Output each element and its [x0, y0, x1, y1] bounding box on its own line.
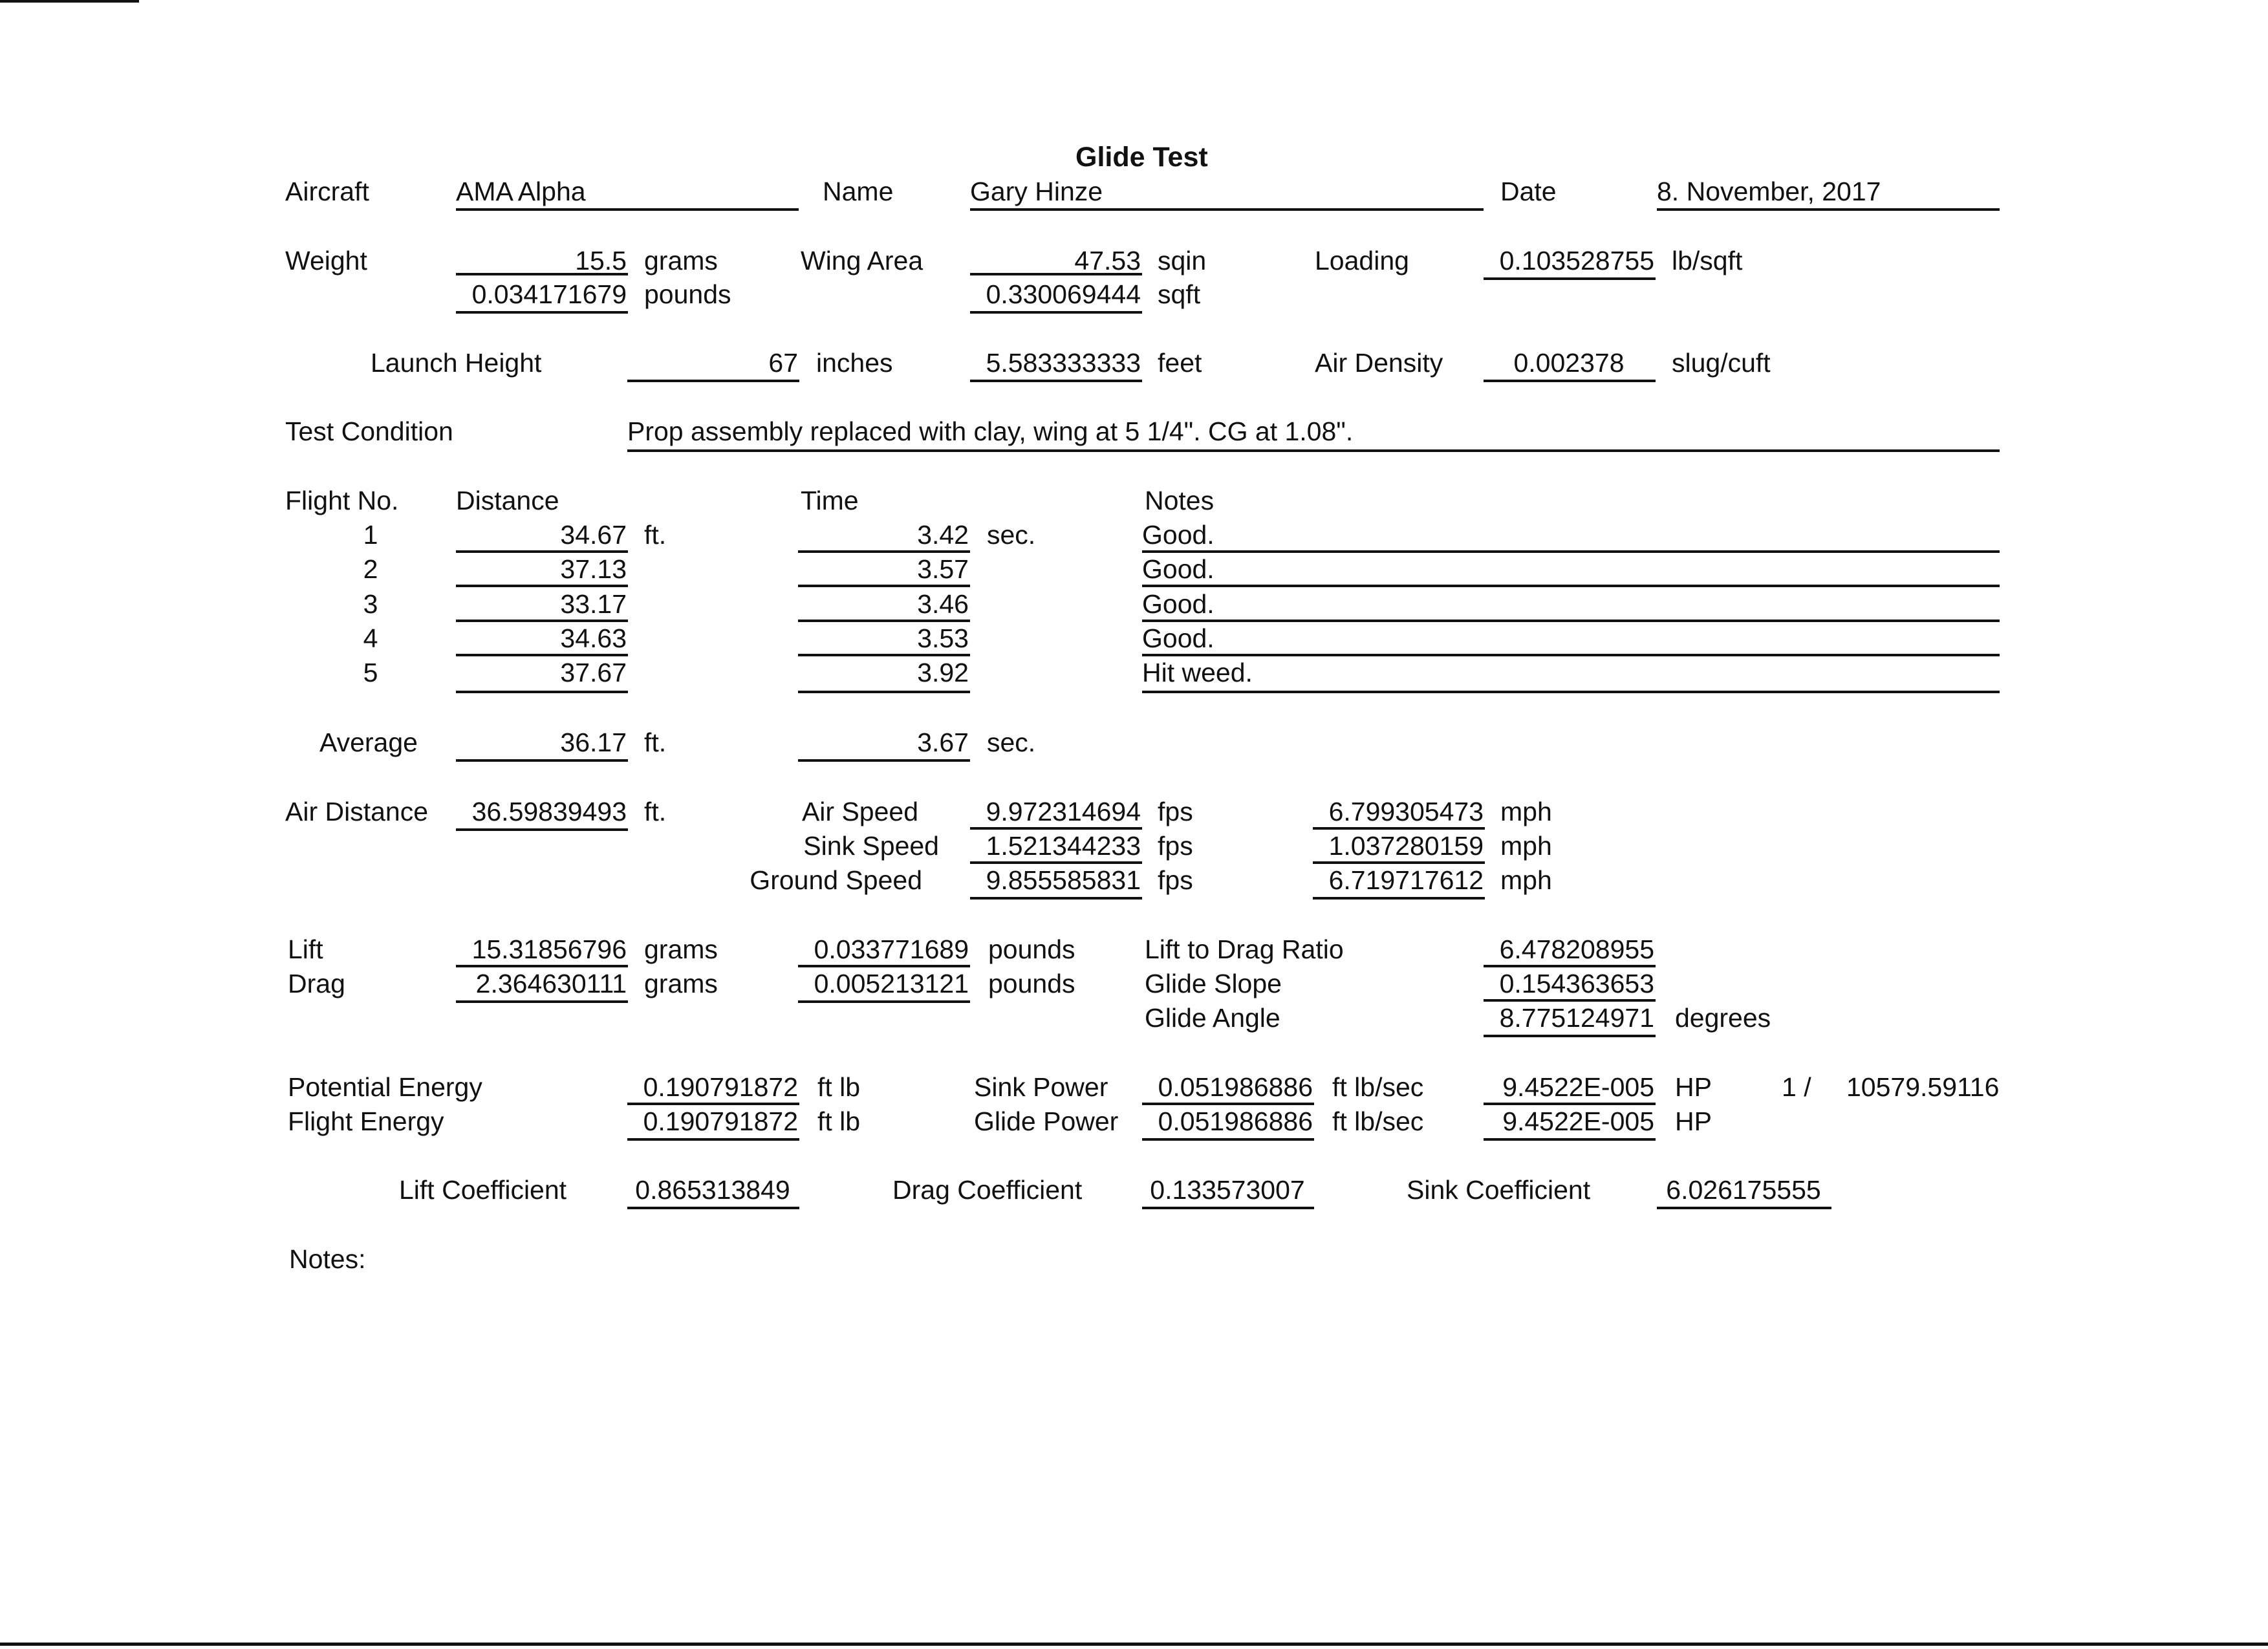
bottom-edge-line	[0, 1643, 2268, 1646]
flight-note: Good.	[1142, 556, 2000, 587]
air-density-value: 0.002378	[1484, 350, 1656, 382]
glide-angle-label: Glide Angle	[1145, 1003, 1280, 1033]
wing-area-sqin: 47.53	[970, 248, 1142, 275]
sink-speed-mph-unit: mph	[1500, 831, 1552, 861]
air-speed-mph-unit: mph	[1500, 797, 1552, 826]
air-speed-label: Air Speed	[801, 797, 918, 826]
flight-note: Hit weed.	[1142, 660, 2000, 693]
loading-value: 0.103528755	[1484, 248, 1656, 280]
weight-grams-unit: grams	[644, 246, 718, 275]
ground-speed-mph: 6.719717612	[1313, 867, 1485, 900]
flight-distance: 37.67	[456, 660, 628, 693]
drag-label: Drag	[288, 969, 345, 998]
loading-unit: lb/sqft	[1672, 246, 1743, 275]
time-unit: sec.	[987, 520, 1036, 550]
aircraft-value: AMA Alpha	[456, 178, 799, 211]
ground-speed-label: Ground Speed	[750, 865, 922, 895]
lift-pounds: 0.033771689	[798, 936, 970, 967]
glide-angle-unit: degrees	[1675, 1003, 1771, 1033]
time-header: Time	[801, 486, 859, 515]
flight-distance: 33.17	[456, 591, 628, 622]
launch-height-inches: 67	[627, 350, 799, 382]
date-label: Date	[1500, 177, 1557, 206]
glide-slope-value: 0.154363653	[1484, 971, 1656, 1002]
lift-coefficient-value: 0.865313849	[627, 1177, 799, 1209]
weight-pounds: 0.034171679	[456, 281, 628, 314]
average-time: 3.67	[798, 729, 970, 762]
potential-energy-unit: ft lb	[817, 1072, 861, 1102]
sink-power-label: Sink Power	[974, 1072, 1108, 1102]
sink-power-hp-unit: HP	[1675, 1072, 1712, 1102]
air-speed-fps: 9.972314694	[970, 799, 1142, 830]
launch-height-inches-unit: inches	[816, 348, 893, 378]
weight-label: Weight	[285, 246, 367, 275]
name-label: Name	[823, 177, 894, 206]
air-speed-mph: 6.799305473	[1313, 799, 1485, 830]
flight-no-header: Flight No.	[285, 486, 399, 515]
hp-inverse-prefix: 1 /	[1782, 1072, 1811, 1102]
drag-grams-unit: grams	[644, 969, 718, 998]
sink-coefficient-label: Sink Coefficient	[1407, 1175, 1591, 1205]
flight-time: 3.53	[798, 625, 970, 656]
launch-height-feet-unit: feet	[1158, 348, 1202, 378]
ground-speed-fps-unit: fps	[1158, 865, 1193, 895]
launch-height-feet: 5.583333333	[970, 350, 1142, 382]
sink-coefficient-value: 6.026175555	[1657, 1177, 1831, 1209]
sink-speed-label: Sink Speed	[803, 831, 939, 861]
distance-unit: ft.	[644, 520, 667, 550]
loading-label: Loading	[1315, 246, 1409, 275]
flight-time: 3.57	[798, 556, 970, 587]
glide-power-unit: ft lb/sec	[1332, 1106, 1424, 1136]
air-density-unit: slug/cuft	[1672, 348, 1771, 378]
page-title: Glide Test	[1075, 142, 1208, 173]
flight-distance: 34.63	[456, 625, 628, 656]
flight-number: 2	[363, 554, 378, 584]
average-time-unit: sec.	[987, 727, 1036, 757]
test-condition-label: Test Condition	[285, 416, 453, 446]
glide-power-value: 0.051986886	[1142, 1108, 1314, 1141]
lift-grams: 15.31856796	[456, 936, 628, 967]
average-label: Average	[319, 727, 418, 757]
potential-energy-label: Potential Energy	[288, 1072, 482, 1102]
lift-grams-unit: grams	[644, 934, 718, 964]
lift-label: Lift	[288, 934, 323, 964]
air-distance-value: 36.59839493	[456, 799, 628, 831]
date-value: 8. November, 2017	[1657, 178, 2000, 211]
lift-to-drag-label: Lift to Drag Ratio	[1145, 934, 1344, 964]
flight-time: 3.92	[798, 660, 970, 693]
flight-distance: 34.67	[456, 522, 628, 553]
sink-power-hp: 9.4522E-005	[1484, 1074, 1656, 1105]
sink-speed-mph: 1.037280159	[1313, 833, 1485, 864]
wing-area-sqft: 0.330069444	[970, 281, 1142, 314]
glide-power-hp-unit: HP	[1675, 1106, 1712, 1136]
aircraft-label: Aircraft	[285, 177, 369, 206]
flight-time: 3.46	[798, 591, 970, 622]
launch-height-label: Launch Height	[371, 348, 542, 378]
average-distance: 36.17	[456, 729, 628, 762]
flight-energy-label: Flight Energy	[288, 1106, 444, 1136]
notes-header: Notes	[1145, 486, 1215, 515]
drag-pounds-unit: pounds	[988, 969, 1075, 998]
sink-power-unit: ft lb/sec	[1332, 1072, 1424, 1102]
air-speed-fps-unit: fps	[1158, 797, 1193, 826]
average-distance-unit: ft.	[644, 727, 667, 757]
drag-coefficient-value: 0.133573007	[1142, 1177, 1314, 1209]
air-distance-label: Air Distance	[285, 797, 429, 826]
wing-area-sqft-unit: sqft	[1158, 279, 1201, 309]
sink-speed-fps-unit: fps	[1158, 831, 1193, 861]
drag-grams: 2.364630111	[456, 971, 628, 1003]
ground-speed-fps: 9.855585831	[970, 867, 1142, 900]
air-density-label: Air Density	[1315, 348, 1443, 378]
flight-energy-unit: ft lb	[817, 1106, 861, 1136]
lift-pounds-unit: pounds	[988, 934, 1075, 964]
wing-area-label: Wing Area	[801, 246, 923, 275]
ground-speed-mph-unit: mph	[1500, 865, 1552, 895]
name-value: Gary Hinze	[970, 178, 1484, 211]
flight-number: 5	[363, 658, 378, 687]
wing-area-sqin-unit: sqin	[1158, 246, 1207, 275]
flight-note: Good.	[1142, 591, 2000, 622]
flight-distance: 37.13	[456, 556, 628, 587]
glide-angle-value: 8.775124971	[1484, 1005, 1656, 1037]
glide-power-hp: 9.4522E-005	[1484, 1108, 1656, 1141]
flight-number: 1	[363, 520, 378, 550]
lift-to-drag-value: 6.478208955	[1484, 936, 1656, 967]
flight-number: 3	[363, 589, 378, 619]
flight-number: 4	[363, 623, 378, 653]
air-distance-unit: ft.	[644, 797, 667, 826]
flight-time: 3.42	[798, 522, 970, 553]
glide-slope-label: Glide Slope	[1145, 969, 1282, 998]
sink-speed-fps: 1.521344233	[970, 833, 1142, 864]
flight-energy-value: 0.190791872	[627, 1108, 799, 1141]
notes-label: Notes:	[289, 1244, 366, 1274]
test-condition-value: Prop assembly replaced with clay, wing at 5 1/4". CG at 1.08".	[627, 418, 2000, 452]
flight-note: Good.	[1142, 625, 2000, 656]
sink-power-value: 0.051986886	[1142, 1074, 1314, 1105]
lift-coefficient-label: Lift Coefficient	[399, 1175, 567, 1205]
weight-grams: 15.5	[456, 248, 628, 275]
top-edge-mark	[0, 0, 139, 3]
flight-note: Good.	[1142, 522, 2000, 553]
distance-header: Distance	[456, 486, 559, 515]
drag-coefficient-label: Drag Coefficient	[892, 1175, 1083, 1205]
drag-pounds: 0.005213121	[798, 971, 970, 1003]
weight-pounds-unit: pounds	[644, 279, 731, 309]
hp-inverse-value: 10579.59116	[1846, 1072, 2000, 1102]
potential-energy-value: 0.190791872	[627, 1074, 799, 1105]
glide-power-label: Glide Power	[974, 1106, 1119, 1136]
